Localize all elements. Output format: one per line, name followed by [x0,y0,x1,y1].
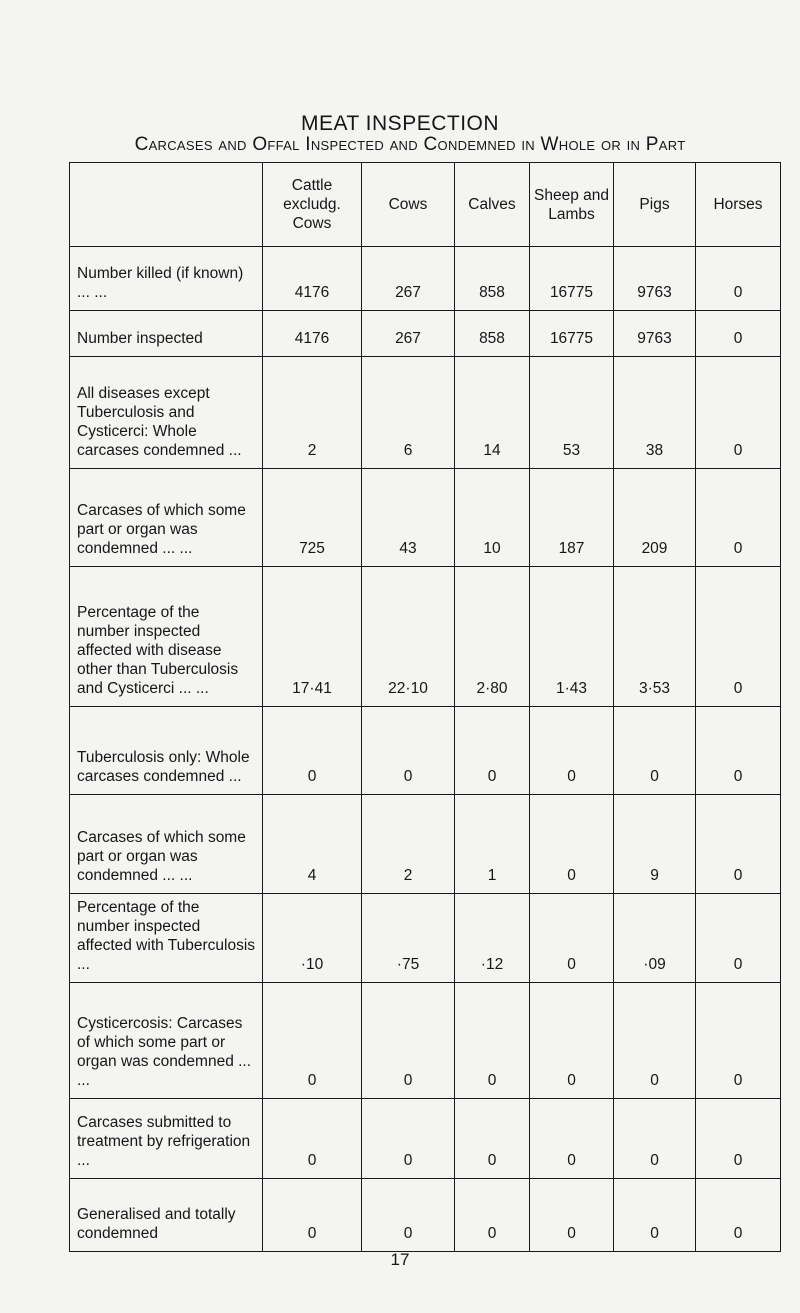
cell-value: 267 [362,247,455,311]
cell-value: 9763 [614,247,696,311]
cell-value: 267 [362,311,455,357]
table-row [70,1179,781,1252]
row-label: Percentage of the number inspected affected with disease other than Tuberculosis and Cysticerci ... ... [70,567,263,707]
page-number: 17 [390,1250,410,1269]
cell-value: 53 [530,357,614,469]
cell-value: 0 [696,469,781,567]
cell-value: 0 [530,1179,614,1252]
cell-value: 0 [455,1099,530,1179]
row-label: Tuberculosis only: Whole carcases condemned ... [70,707,263,795]
column-header [70,163,263,247]
cell-value: 0 [696,894,781,983]
cell-value: 0 [614,707,696,795]
cell-value: ·10 [263,894,362,983]
cell-value: 0 [455,983,530,1099]
cell-value: 0 [614,983,696,1099]
cell-value: 4176 [263,247,362,311]
cell-value: 0 [362,707,455,795]
cell-value: 0 [696,1179,781,1252]
cell-value: 1·43 [530,567,614,707]
cell-value: 0 [263,1179,362,1252]
cell-value: 22·10 [362,567,455,707]
row-label: Cysticercosis: Carcases of which some part or organ was condemned ... ... [70,983,263,1099]
cell-value: 0 [696,357,781,469]
cell-value: 0 [455,707,530,795]
cell-value: 858 [455,247,530,311]
page-title: MEAT INSPECTION [300,112,500,135]
meat-inspection-table [69,162,781,1252]
cell-value: ·75 [362,894,455,983]
cell-value: 0 [455,1179,530,1252]
row-label: Carcases of which some part or organ was condemned ... ... [70,469,263,567]
cell-value: ·09 [614,894,696,983]
column-header: Sheep and Lambs [530,163,614,247]
cell-value: ·12 [455,894,530,983]
cell-value: 725 [263,469,362,567]
cell-value: 3·53 [614,567,696,707]
table-row [70,707,781,795]
row-label: Number inspected [70,311,263,357]
column-header: Horses [696,163,781,247]
cell-value: 1 [455,795,530,894]
cell-value: 14 [455,357,530,469]
row-label: Carcases of which some part or organ was condemned ... ... [70,795,263,894]
table-row [70,894,781,983]
table-row [70,983,781,1099]
page-subtitle: Carcases and Offal Inspected and Condemned in Whole or in Part [134,134,686,155]
cell-value: 2 [263,357,362,469]
cell-value: 0 [362,983,455,1099]
cell-value: 0 [263,1099,362,1179]
cell-value: 43 [362,469,455,567]
table-row [70,311,781,357]
table-row [70,795,781,894]
cell-value: 0 [696,311,781,357]
table-row [70,567,781,707]
cell-value: 4176 [263,311,362,357]
row-label: Generalised and totally condemned [70,1179,263,1252]
cell-value: 2·80 [455,567,530,707]
row-label: Percentage of the number inspected affected with Tuberculosis ... [70,894,263,983]
cell-value: 0 [696,567,781,707]
row-label: Number killed (if known) ... ... [70,247,263,311]
row-label: Carcases submitted to treatment by refrigeration ... [70,1099,263,1179]
cell-value: 0 [614,1179,696,1252]
cell-value: 2 [362,795,455,894]
cell-value: 0 [696,1099,781,1179]
column-header: Pigs [614,163,696,247]
cell-value: 9763 [614,311,696,357]
cell-value: 0 [696,707,781,795]
cell-value: 0 [696,983,781,1099]
table-row [70,1099,781,1179]
cell-value: 0 [263,983,362,1099]
table-row [70,357,781,469]
cell-value: 0 [530,795,614,894]
cell-value: 209 [614,469,696,567]
cell-value: 0 [696,247,781,311]
cell-value: 0 [696,795,781,894]
cell-value: 187 [530,469,614,567]
table-row [70,469,781,567]
cell-value: 0 [362,1179,455,1252]
cell-value: 16775 [530,311,614,357]
cell-value: 0 [530,983,614,1099]
column-header: Calves [455,163,530,247]
column-header: Cows [362,163,455,247]
cell-value: 10 [455,469,530,567]
cell-value: 4 [263,795,362,894]
cell-value: 6 [362,357,455,469]
cell-value: 0 [530,707,614,795]
cell-value: 38 [614,357,696,469]
header-row [70,163,781,247]
cell-value: 17·41 [263,567,362,707]
cell-value: 0 [530,1099,614,1179]
cell-value: 858 [455,311,530,357]
cell-value: 0 [263,707,362,795]
cell-value: 9 [614,795,696,894]
cell-value: 0 [362,1099,455,1179]
cell-value: 0 [614,1099,696,1179]
table-row [70,247,781,311]
cell-value: 16775 [530,247,614,311]
row-label: All diseases except Tuberculosis and Cysticerci: Whole carcases condemned ... [70,357,263,469]
cell-value: 0 [530,894,614,983]
column-header: Cattle excludg. Cows [263,163,362,247]
